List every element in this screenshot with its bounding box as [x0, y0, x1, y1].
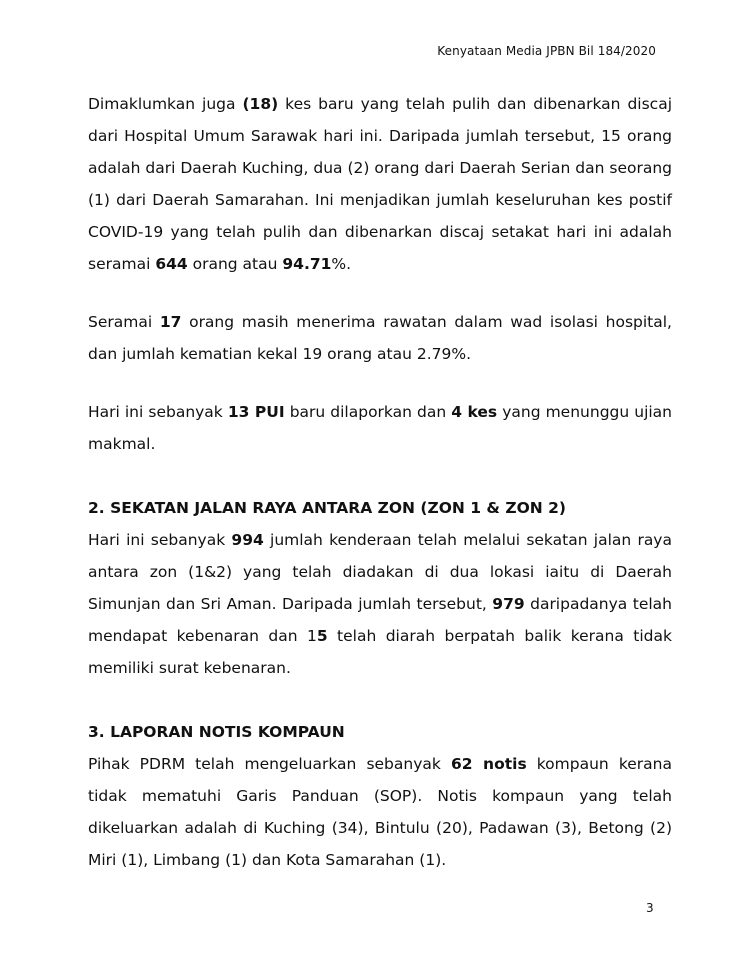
vehicle-count: 994	[231, 531, 264, 549]
pending-tests-count: 4 kes	[451, 403, 498, 421]
permitted-count: 979	[492, 595, 525, 613]
paragraph-roadblocks: Hari ini sebanyak 994 jumlah kenderaan telah melalui sekatan jalan raya antara zon (1&2) yang telah diadakan di dua lokasi iaitu di Daerah Simunjan dan Sri Aman. Daripada jumlah tersebut, 979 daripadanya telah mendapat kebenaran dan 15 telah diarah berpatah balik kerana tidak memiliki surat kebenaran.	[88, 531, 672, 677]
paragraph-compound: Pihak PDRM telah mengeluarkan sebanyak 62 notis kompaun kerana tidak mematuhi Garis Panduan (SOP). Notis kompaun yang telah dikeluarkan adalah di Kuching (34), Bintulu (20), Padawan (3), Betong (2) Miri (1), Limbang (1) dan Kota Samarahan (1).	[88, 755, 672, 869]
total-recovered: 644	[155, 255, 188, 273]
turned-back-digit: 5	[316, 627, 328, 645]
in-treatment-count: 17	[159, 313, 182, 331]
document-header: Kenyataan Media JPBN Bil 184/2020	[437, 44, 656, 58]
section-heading-roadblocks: 2. SEKATAN JALAN RAYA ANTARA ZON (ZON 1 & ZON 2)	[88, 499, 567, 517]
recovered-count: (18)	[242, 95, 279, 113]
paragraph-pui: Hari ini sebanyak 13 PUI baru dilaporkan dan 4 kes yang menunggu ujian makmal.	[88, 403, 673, 453]
paragraph-isolation-ward: Seramai 17 orang masih menerima rawatan dalam wad isolasi hospital, dan jumlah kematian kekal 19 orang atau 2.79%.	[88, 313, 672, 363]
recovery-percentage: 94.71	[282, 255, 332, 273]
paragraph-recovered-cases: Dimaklumkan juga (18) kes baru yang telah pulih dan dibenarkan discaj dari Hospital Umum Sarawak hari ini. Daripada jumlah tersebut, 15 orang adalah dari Daerah Kuching, dua (2) orang dari Daerah Serian dan seorang (1) dari Daerah Samarahan. Ini menjadikan jumlah keseluruhan kes postif COVID-19 yang telah pulih dan dibenarkan discaj setakat hari ini adalah seramai 644 orang atau 94.71%.	[88, 95, 672, 273]
pui-count: 13 PUI	[227, 403, 285, 421]
section-heading-compound: 3. LAPORAN NOTIS KOMPAUN	[88, 723, 345, 741]
page-number: 3	[646, 901, 654, 915]
document-body	[88, 88, 672, 876]
notice-count: 62 notis	[450, 755, 527, 773]
